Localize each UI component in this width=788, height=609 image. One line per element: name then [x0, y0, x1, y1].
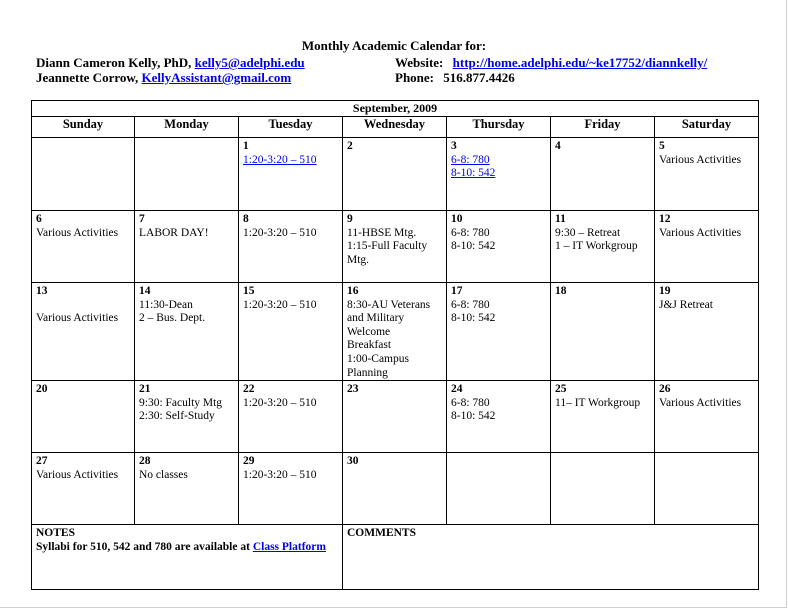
day-number: 23 — [347, 383, 359, 396]
event-link[interactable]: 6-8: 780 — [451, 153, 490, 166]
day-number: 26 — [659, 383, 671, 396]
event-text: 9:30 – Retreat — [555, 226, 621, 239]
day-number: 6 — [36, 213, 42, 225]
phone-number: 516.877.4426 — [443, 70, 515, 85]
empty-day-cell — [32, 138, 135, 211]
day-cell-20 — [32, 381, 135, 453]
event-text: Various Activities — [659, 226, 742, 239]
day-cell-30 — [343, 453, 447, 525]
day-number: 17 — [451, 285, 463, 297]
day-number: 10 — [451, 213, 463, 225]
day-cell-1 — [239, 138, 343, 211]
day-cell-2 — [343, 138, 447, 211]
contact-name-1: Diann Cameron Kelly, PhD, — [36, 55, 192, 70]
notes-cell — [32, 525, 343, 590]
event-text: 8:30-AU Veterans — [347, 298, 431, 311]
phone-label: Phone: — [395, 70, 434, 85]
day-number: 5 — [659, 140, 665, 152]
event-text: Various Activities — [36, 468, 119, 481]
contact-line-1 — [36, 55, 305, 70]
day-header-sunday: Sunday — [32, 117, 135, 138]
day-cell-21 — [135, 381, 239, 453]
event-text: 2 – Bus. Dept. — [139, 312, 206, 325]
day-cell-23 — [343, 381, 447, 453]
event-text: LABOR DAY! — [139, 226, 209, 239]
day-number: 15 — [243, 285, 255, 297]
day-header-thursday: Thursday — [447, 117, 551, 138]
event-text — [36, 299, 130, 313]
email-link-2[interactable]: KellyAssistant@gmail.com — [141, 70, 292, 85]
notes-heading: NOTES — [36, 527, 75, 540]
day-number: 21 — [139, 383, 151, 396]
event-text: Various Activities — [36, 226, 119, 239]
event-text: 9:30: Faculty Mtg — [139, 396, 223, 409]
day-number: 12 — [659, 213, 671, 225]
day-cell-13 — [32, 283, 135, 381]
day-number: 14 — [139, 285, 151, 297]
empty-day-cell — [447, 453, 551, 525]
day-number: 19 — [659, 285, 671, 297]
day-cell-27 — [32, 453, 135, 525]
event-text: 6-8: 780 — [451, 396, 490, 409]
website-label: Website: — [395, 55, 444, 70]
event-text: 8-10: 542 — [451, 312, 496, 325]
week-row — [32, 381, 759, 453]
event-text: Various Activities — [659, 396, 742, 409]
event-text: 11:30-Dean — [139, 298, 193, 311]
event-text: 8-10: 542 — [451, 410, 496, 423]
day-number — [451, 455, 546, 469]
day-cell-11 — [551, 211, 655, 283]
day-number: 1 — [243, 140, 249, 152]
notes-text — [36, 541, 338, 555]
event-text: J&J Retreat — [659, 298, 713, 311]
day-number: 22 — [243, 383, 255, 396]
day-cell-16 — [343, 283, 447, 381]
event-text: Breakfast — [347, 339, 392, 352]
event-text: Planning — [347, 366, 388, 379]
calendar-table — [31, 100, 759, 590]
event-text: Various Activities — [36, 312, 119, 325]
month-title: September, 2009 — [32, 101, 759, 117]
day-cell-19 — [655, 283, 759, 381]
empty-day-cell — [655, 453, 759, 525]
event-text: 1:20-3:20 – 510 — [243, 298, 317, 311]
event-text: 8-10: 542 — [451, 240, 496, 253]
day-number: 9 — [347, 213, 353, 225]
day-number — [139, 140, 234, 154]
comments-heading: COMMENTS — [347, 527, 416, 540]
event-text: 1:20-3:20 – 510 — [243, 468, 317, 481]
day-number: 4 — [555, 140, 561, 152]
day-number: 16 — [347, 285, 359, 297]
event-text: 1:20-3:20 – 510 — [243, 226, 317, 239]
day-number: 29 — [243, 455, 255, 468]
event-text: 1:00-Campus — [347, 352, 409, 365]
notes-body: Syllabi for 510, 542 and 780 are available at — [36, 540, 250, 553]
event-text: 2:30: Self-Study — [139, 410, 215, 423]
event-text: Welcome — [347, 325, 391, 338]
day-number: 20 — [36, 383, 48, 396]
day-number: 18 — [555, 285, 567, 297]
event-text: 11– IT Workgroup — [555, 396, 641, 409]
event-text: 1:20-3:20 – 510 — [243, 396, 317, 409]
event-text: and Military — [347, 312, 405, 325]
day-header-wednesday: Wednesday — [343, 117, 447, 138]
day-number — [659, 455, 754, 469]
day-cell-28 — [135, 453, 239, 525]
event-text: 11-HBSE Mtg. — [347, 226, 417, 239]
day-cell-10 — [447, 211, 551, 283]
event-link[interactable]: 8-10: 542 — [451, 167, 496, 180]
day-number: 25 — [555, 383, 567, 396]
website-link[interactable]: http://home.adelphi.edu/~ke17752/diannkelly/ — [452, 55, 708, 70]
day-header-tuesday: Tuesday — [239, 117, 343, 138]
day-cell-12 — [655, 211, 759, 283]
day-cell-3 — [447, 138, 551, 211]
day-cell-7 — [135, 211, 239, 283]
phone-line — [395, 70, 515, 85]
contact-name-2: Jeannette Corrow, — [36, 70, 139, 85]
week-row — [32, 211, 759, 283]
day-cell-15 — [239, 283, 343, 381]
email-link-1[interactable]: kelly5@adelphi.edu — [194, 55, 305, 70]
event-text: Mtg. — [347, 253, 370, 266]
day-number: 8 — [243, 213, 249, 225]
day-number: 30 — [347, 455, 359, 468]
day-cell-26 — [655, 381, 759, 453]
day-cell-24 — [447, 381, 551, 453]
day-cell-18 — [551, 283, 655, 381]
event-text: 6-8: 780 — [451, 226, 490, 239]
comments-cell — [343, 525, 759, 590]
notes-row — [32, 525, 759, 590]
event-text: 1:15-Full Faculty — [347, 240, 428, 253]
day-cell-9 — [343, 211, 447, 283]
day-cell-25 — [551, 381, 655, 453]
event-text: 6-8: 780 — [451, 298, 490, 311]
day-number: 11 — [555, 213, 566, 225]
website-line — [395, 55, 707, 70]
day-cell-5 — [655, 138, 759, 211]
day-number: 27 — [36, 455, 48, 468]
day-number: 2 — [347, 140, 353, 152]
week-row — [32, 138, 759, 211]
class-platform-link[interactable]: Class Platform — [252, 540, 326, 553]
day-number: 13 — [36, 285, 48, 297]
day-header-saturday: Saturday — [655, 117, 759, 138]
day-number — [36, 140, 130, 154]
day-cell-17 — [447, 283, 551, 381]
day-cell-14 — [135, 283, 239, 381]
day-number: 24 — [451, 383, 463, 396]
day-cell-4 — [551, 138, 655, 211]
day-header-monday: Monday — [135, 117, 239, 138]
day-cell-22 — [239, 381, 343, 453]
day-cell-8 — [239, 211, 343, 283]
event-text: Various Activities — [659, 153, 742, 166]
week-row — [32, 283, 759, 381]
empty-day-cell — [135, 138, 239, 211]
empty-day-cell — [551, 453, 655, 525]
day-header-friday: Friday — [551, 117, 655, 138]
day-number — [555, 455, 650, 469]
day-number: 7 — [139, 213, 145, 225]
day-number: 3 — [451, 140, 457, 152]
day-cell-29 — [239, 453, 343, 525]
contact-line-2 — [36, 70, 291, 85]
day-number: 28 — [139, 455, 151, 468]
week-row — [32, 453, 759, 525]
event-text: No classes — [139, 468, 188, 481]
day-cell-6 — [32, 211, 135, 283]
event-text: 1 – IT Workgroup — [555, 240, 638, 253]
page-title: Monthly Academic Calendar for: — [301, 38, 487, 53]
event-link[interactable]: 1:20-3:20 – 510 — [243, 153, 317, 166]
